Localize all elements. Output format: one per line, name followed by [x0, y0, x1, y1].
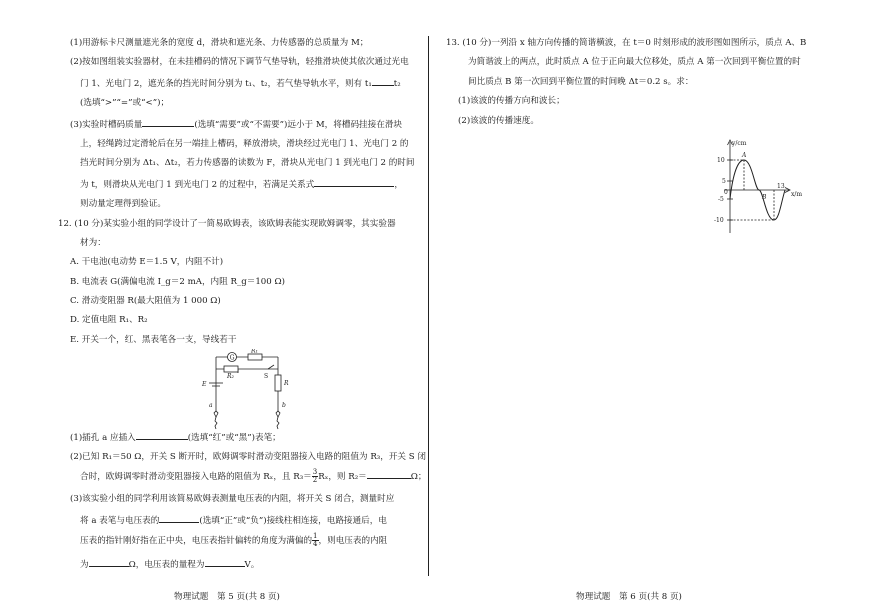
q12-option-e: E. 开关一个，红、黑表笔各一支，导线若干	[70, 334, 237, 345]
q12-heading: 12. (10 分)某实验小组的同学设计了一简易欧姆表，该欧姆表能实现欧姆调零，其实验器	[58, 218, 396, 229]
fraction: $\frac{3}{2}$	[312, 468, 318, 485]
q12-part3-line4: 为 Ω，电压表的量程为 V。	[80, 559, 260, 570]
q11-part3-line2: 上，轻绳跨过定滑轮后在另一端挂上槽码，释放滑块，滑块经过光电门 1、光电门 2 的	[80, 138, 409, 149]
q11-part2-line3: (选填“>”“=”或“<”)；	[80, 98, 170, 109]
page-divider	[428, 36, 429, 576]
galvanometer-label: G	[229, 354, 235, 362]
answer-blank[interactable]	[372, 77, 394, 86]
rheostat-label: R	[284, 379, 289, 387]
q12-part3-line3: 压表的指针刚好指在正中央，电压表指针偏转的角度为满偏的 $\frac{1}{4}$ ，则电压表的内阻	[80, 531, 388, 548]
y-tick-bottom: -10	[714, 216, 724, 224]
q12-part2-line2: 合时，欧姆调零时滑动变阻器接入电路的阻值为 Rₓ，且 R₃＝ $\frac{3}{2}$ Rₓ，则 R₂＝ Ω；	[80, 468, 427, 485]
q12-option-c: C. 滑动变阻器 R(最大阻值为 1 000 Ω)	[70, 296, 221, 307]
q13-line2: 为简谐波上的两点，此时质点 A 位于正向最大位移处，质点 A 第一次回到平衡位置的时	[468, 57, 801, 68]
footer-page-6: 物理试题 第 6 页(共 8 页)	[576, 592, 682, 602]
answer-blank[interactable]	[314, 178, 394, 187]
x-axis-label: x/m	[791, 190, 803, 198]
answer-blank[interactable]	[89, 558, 129, 567]
q12-part1: (1)插孔 a 应插入 (选填“红”或“黑”)表笔；	[70, 432, 281, 443]
left-page	[58, 38, 427, 571]
socket-a-label: a	[209, 401, 213, 409]
q12-part3-line2: 将 a 表笔与电压表的 (选填“正”或“负”)接线柱相连接，电路接通后，电	[80, 515, 387, 526]
origin-label: 0	[724, 188, 728, 196]
q12-heading-cont: 材为：	[80, 237, 106, 248]
q13-line3: 间比质点 B 第一次回到平衡位置的时间晚 Δt＝0.2 s。求：	[468, 76, 694, 87]
right-page	[446, 38, 826, 253]
fraction: $\frac{1}{4}$	[313, 531, 318, 548]
y-tick-mid: 5	[722, 177, 726, 185]
q11-part3-line3: 挡光时间分别为 Δt₁、Δt₂，若力传感器的读数为 F，滑块从光电门 1 到光电门 2 的时间	[80, 158, 415, 169]
q13-line1: 13. (10 分)一列沿 x 轴方向传播的简谐横波，在 t＝0 时刻形成的波形图如图所示，质点 A、B	[446, 38, 807, 48]
switch-label: S	[264, 372, 269, 380]
q11-part2-line2: 门 1、光电门 2，遮光条的挡光时间分别为 t₁、t₂，若气垫导轨水平，则有 t₁ t₂	[80, 78, 401, 89]
q11-part1: (1)用游标卡尺测量遮光条的宽度 d，滑块和遮光条、力传感器的总质量为 M；	[70, 38, 369, 48]
circuit-diagram	[58, 349, 420, 431]
y-tick-top: 10	[717, 156, 725, 164]
point-a-label: A	[742, 151, 747, 159]
y-tick-neg: -5	[718, 195, 724, 203]
q12-option-d: D. 定值电阻 R₁、R₂	[70, 315, 148, 326]
q11-part3-line4: 为 t，则滑块从光电门 1 到光电门 2 的过程中，若满足关系式 ，	[80, 179, 403, 190]
wave-graph	[446, 133, 826, 253]
answer-blank[interactable]	[136, 431, 188, 440]
q11-part3-line5: 则动量定理得到验证。	[80, 199, 166, 210]
r1-label: R₁	[251, 348, 258, 355]
q11-part2-line1: (2)按如图组装实验器材，在未挂槽码的情况下调节气垫导轨，轻推滑块使其依次通过光电	[70, 57, 409, 68]
y-axis-label: y/cm	[732, 139, 747, 147]
footer-page-5: 物理试题 第 5 页(共 8 页)	[174, 592, 280, 602]
answer-blank[interactable]	[367, 470, 411, 479]
q12-part3-line1: (3)该实验小组的同学利用该简易欧姆表测量电压表的内阻，将开关 S 闭合，测量时应	[70, 494, 395, 505]
answer-blank[interactable]	[159, 514, 199, 523]
x-tick-label: 13	[777, 182, 785, 190]
q12-option-a: A. 干电池(电动势 E＝1.5 V，内阻不计)	[70, 257, 224, 268]
answer-blank[interactable]	[142, 118, 194, 127]
point-b-label: B	[762, 193, 767, 201]
q11-part3-line1: (3)实验时槽码质量 (选填“需要”或“不需要”)远小于 M，将槽码挂接在滑块	[70, 119, 403, 130]
answer-blank[interactable]	[205, 558, 245, 567]
battery-label: E	[202, 380, 207, 388]
q12-part2-line1: (2)已知 R₁＝50 Ω，开关 S 断开时，欧姆调零时滑动变阻器接入电路的阻值为 R₃，开关 S 闭	[70, 452, 426, 463]
q13-question2: (2)该波的传播速度。	[458, 115, 539, 126]
q13-question1: (1)该波的传播方向和波长；	[458, 96, 565, 107]
r2-label: R₂	[227, 372, 234, 380]
socket-b-label: b	[282, 401, 286, 409]
q12-option-b: B. 电流表 G(满偏电流 I_g＝2 mA，内阻 R_g＝100 Ω)	[70, 276, 285, 287]
